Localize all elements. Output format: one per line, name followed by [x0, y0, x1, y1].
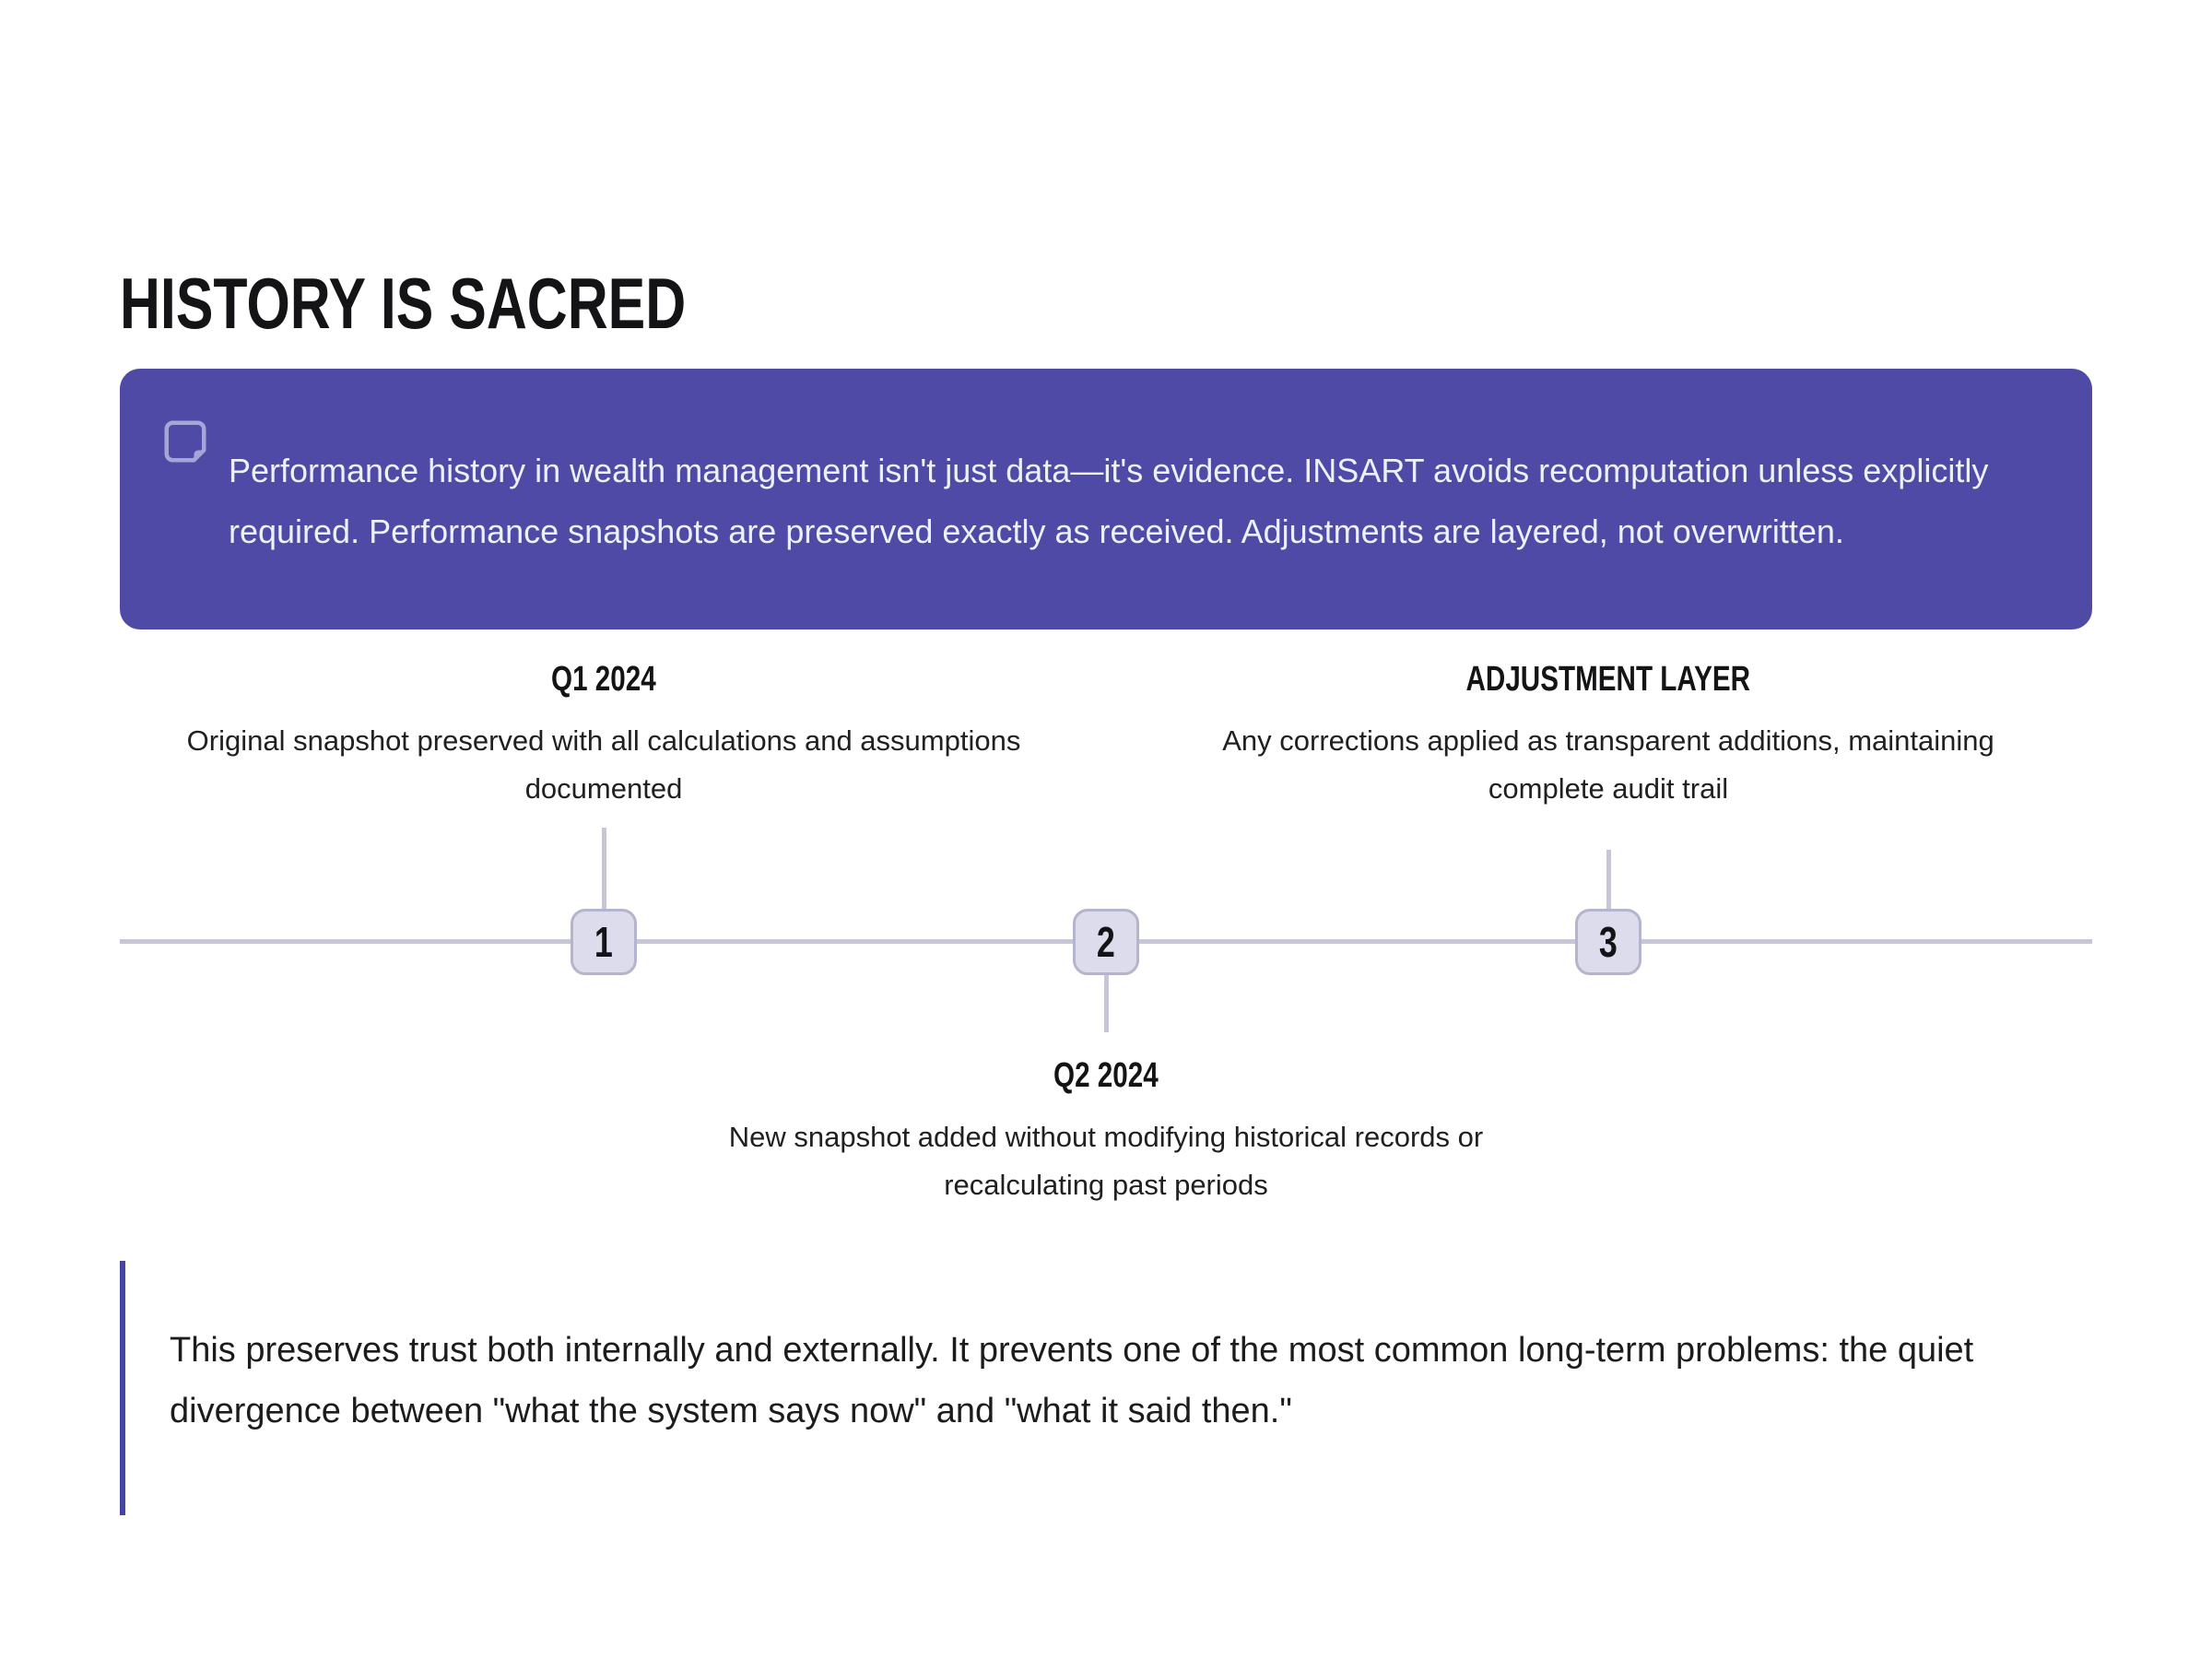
- timeline-connector-2: [1104, 975, 1109, 1032]
- timeline-node-1: [571, 909, 637, 975]
- timeline-node-number: 2: [1097, 918, 1115, 966]
- timeline-node-2: [1073, 909, 1139, 975]
- callout-text: Performance history in wealth management isn't just data—it's evidence. INSART avoids recomputation unless explicitly required. Performance snapshots are preserved exactly as received. Adjustments are layered, not overwritten.: [229, 452, 1989, 550]
- timeline-item-description: New snapshot added without modifying historical records or recalculating past periods: [728, 1121, 1484, 1201]
- timeline-connector-3: [1606, 850, 1611, 909]
- timeline-item-q2-2024: [664, 1058, 1548, 1209]
- quote-text: This preserves trust both internally and externally. It prevents one of the most common long-term problems: the quiet divergence between "what the system says now" and "what it said then.": [170, 1331, 1974, 1430]
- note-callout: [120, 369, 2092, 629]
- page-title: HISTORY IS SACRED: [120, 263, 687, 345]
- timeline-item-heading: Q1 2024: [551, 660, 656, 699]
- timeline-item-heading: Q2 2024: [1053, 1056, 1159, 1095]
- timeline-item-heading: ADJUSTMENT LAYER: [1465, 660, 1751, 699]
- timeline-connector-1: [602, 828, 606, 909]
- timeline-item-description: Original snapshot preserved with all calculations and assumptions documented: [186, 724, 1021, 805]
- timeline-node-3: [1575, 909, 1641, 975]
- timeline-item-description: Any corrections applied as transparent additions, maintaining complete audit trail: [1222, 724, 1994, 805]
- sticky-note-icon: [160, 417, 210, 466]
- timeline-node-number: 3: [1599, 918, 1618, 966]
- timeline-item-q1-2024: [161, 662, 1046, 813]
- quote-block: [120, 1261, 2065, 1515]
- timeline-node-number: 1: [594, 918, 613, 966]
- timeline-item-adjustment-layer: [1166, 662, 2051, 813]
